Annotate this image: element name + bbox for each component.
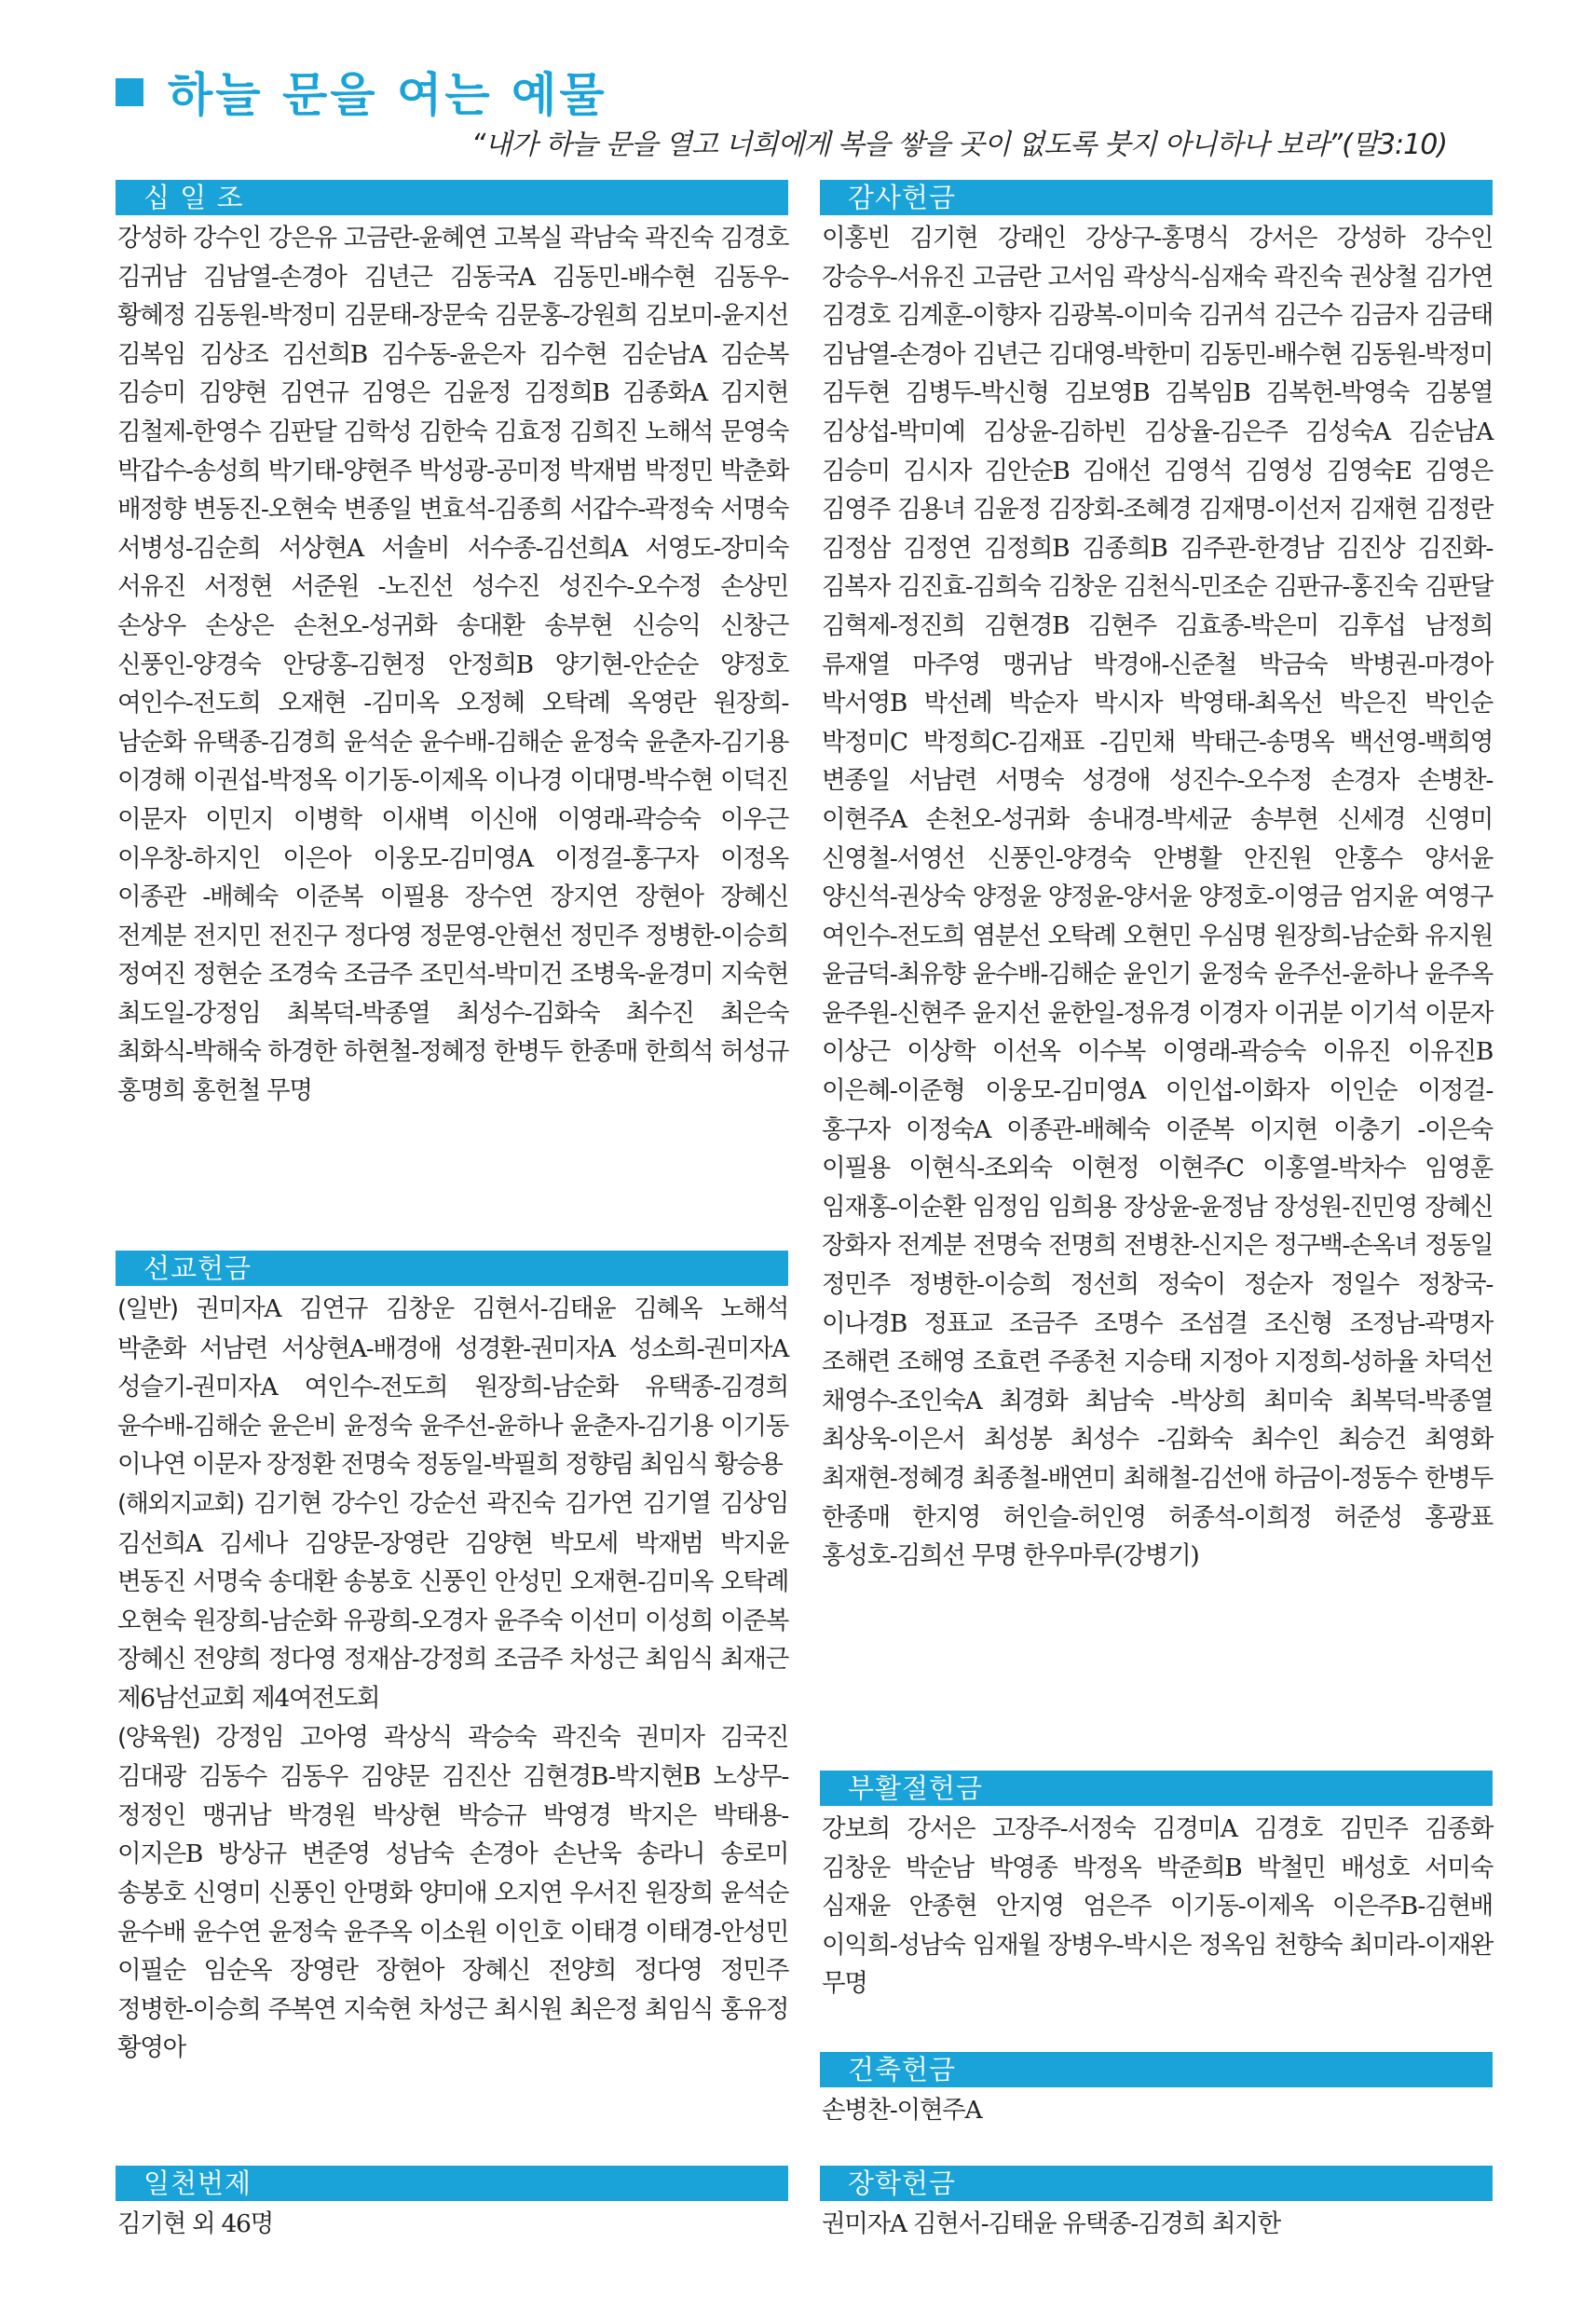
- section-easter: [820, 1771, 1493, 2003]
- group-names: 권미자A 김연규 김창운 김현서-김태윤 김혜옥 노해석 박춘화 서남련 서상현A-배경애 성경환-권미자A 성소희-권미자A 성슬기-권미자A 여인수-전도희 원장희-남순화 유택종-김경희 윤수배-김해순 윤은비 윤정숙 윤주선-윤하나 윤춘자-김기용 이기동 이나연 이문자 장정환 전명숙 정동일-박필희 정향림 최임식 황승용: [117, 1294, 788, 1480]
- group-label: (양육원): [117, 1723, 200, 1752]
- mission-group: [117, 1290, 788, 1484]
- donor-list: [116, 1286, 788, 2068]
- section-heading: 건축헌금: [820, 2052, 1493, 2087]
- donor-list: 강보희 강서은 고장주-서정숙 김경미A 김경호 김민주 김종화 김창운 박순남 박영종 박정옥 박준희B 박철민 배성호 서미숙 심재윤 안종현 안지영 엄은주 이기동-이제옥 이은주B-김현배 이익희-성남숙 임재월 장병우-박시은 정옥임 천향숙 최미라-이재완 무명: [822, 1814, 1493, 1999]
- page-title: 하늘 문을 여는 예물: [168, 68, 607, 122]
- donor-list: 강성하 강수인 강은유 고금란-윤혜연 고복실 곽남숙 곽진숙 김경호 김귀남 김남열-손경아 김년근 김동국A 김동민-배수현 김동우-황혜정 김동원-박정미 김문태-장문숙 김문홍-강원희 김보미-윤지선 김복임 김상조 김선희B 김수동-윤은자 김수현 김순남A 김순복 김승미 김양현 김연규 김영은 김윤정 김정희B 김종화A 김지현 김철제-한영수 김판달 김학성 김한숙 김효정 김희진 노해석 문영숙 박갑수-송성희 박기태-양현주 박성광-공미정 박재범 박정민 박춘화 배정향 변동진-오현숙 변종일 변효석-김종희 서갑수-곽정숙 서명숙 서병성-김순희 서상현A 서솔비 서수종-김선희A 서영도-장미숙 서유진 서정현 서준원 -노진선 성수진 성진수-오수정 손상민 손상우 손상은 손천오-성귀화 송대환 송부현 신승익 신창근 신풍인-양경숙 안당홍-김현정 안정희B 양기현-안순순 양정호 여인수-전도희 오재현 -김미옥 오정혜 오탁례 옥영란 원장희-남순화 유택종-김경희 윤석순 윤수배-김해순 윤정숙 윤춘자-김기용 이경해 이권섭-박정옥 이기동-이제옥 이나경 이대명-박수현 이덕진 이문자 이민지 이병학 이새벽 이신애 이영래-곽승숙 이우근 이우창-하지인 이은아 이웅모-김미영A 이정걸-홍구자 이정옥 이종관 -배혜숙 이준복 이필용 장수연 장지연 장현아 장혜신 전계분 전지민 전진구 정다영 정문영-안현선 정민주 정병한-이승희 정여진 정현순 조경숙 조금주 조민석-박미건 조병욱-윤경미 지숙현 최도일-강정임 최복덕-박종열 최성수-김화숙 최수진 최은숙 최화식-박해숙 하경한 하현철-정혜정 한병두 한종매 한희석 허성규 홍명희 홍헌철 무명: [117, 224, 788, 1106]
- group-names: 김기현 강수인 강순선 곽진숙 김가연 김기열 김상임 김선희A 김세나 김양문-장영란 김양현 박모세 박재범 박지윤 변동진 서명숙 송대환 송봉호 신풍인 안성민 오재현-김미옥 오탁례 오현숙 원장희-남순화 유광희-오경자 윤주숙 이선미 이성희 이준복 장혜신 전양희 정다영 정재삼-강정희 조금주 차성근 최임식 최재근 제6남선교회 제4여전도회: [117, 1488, 788, 1713]
- bible-verse: “내가 하늘 문을 열고 너희에게 복을 쌓을 곳이 없도록 붓지 아니하나 보라”(말3:10): [471, 129, 1447, 161]
- section-heading: 감사헌금: [820, 180, 1493, 215]
- section-mission: [116, 1251, 788, 2068]
- section-heading: 십 일 조: [116, 180, 788, 215]
- donor-list: 손병찬-이현주A: [822, 2096, 982, 2125]
- group-label: (일반): [117, 1295, 178, 1323]
- group-label: (해외지교회): [117, 1489, 244, 1518]
- section-thanks: [820, 180, 1493, 1576]
- mission-group: [117, 1484, 788, 1718]
- donor-list: 이홍빈 김기현 강래인 강상구-홍명식 강서은 강성하 강수인 강승우-서유진 고금란 고서임 곽상식-심재숙 곽진숙 권상철 김가연 김경호 김계훈-이향자 김광복-이미숙 김귀석 김근수 김금자 김금태 김남열-손경아 김년근 김대영-박한미 김동민-배수현 김동원-박정미 김두현 김병두-박신형 김보영B 김복임B 김복헌-박영숙 김봉열 김상섭-박미예 김상윤-김하빈 김상율-김은주 김성숙A 김순남A 김승미 김시자 김안순B 김애선 김영석 김영성 김영숙E 김영은 김영주 김용녀 김윤정 김장회-조혜경 김재명-이선저 김재현 김정란 김정삼 김정연 김정희B 김종희B 김주관-한경남 김진상 김진화-김복자 김진효-김희숙 김창운 김천식-민조순 김판규-홍진숙 김판달 김혁제-정진희 김현경B 김현주 김효종-박은미 김후섭 남정희 류재열 마주영 맹귀남 박경애-신준철 박금숙 박병권-마경아 박서영B 박선례 박순자 박시자 박영태-최옥선 박은진 박인순 박정미C 박정희C-김재표 -김민채 박태근-송명옥 백선영-백희영 변종일 서남련 서명숙 성경애 성진수-오수정 손경자 손병찬-이현주A 손천오-성귀화 송내경-박세균 송부현 신세경 신영미 신영철-서영선 신풍인-양경숙 안병활 안진원 안홍수 양서윤 양신석-권상숙 양정윤 양정윤-양서윤 양정호-이영금 엄지윤 여영구 여인수-전도희 염분선 오탁례 오현민 우심명 원장희-남순화 유지원 윤금덕-최유향 윤수배-김해순 윤인기 윤정숙 윤주선-윤하나 윤주옥 윤주원-신현주 윤지선 윤한일-정유경 이경자 이귀분 이기석 이문자 이상근 이상학 이선옥 이수복 이영래-곽승숙 이유진 이유진B 이은혜-이준형 이웅모-김미영A 이인섭-이화자 이인순 이정걸-홍구자 이정숙A 이종관-배혜숙 이준복 이지현 이충기 -이은숙 이필용 이현식-조외숙 이현정 이현주C 이홍열-박차수 임영훈 임재홍-이순환 임정임 임희용 장상윤-윤정남 장성원-진민영 장혜신 장화자 전계분 전명숙 전명희 전병찬-신지은 정구백-손옥녀 정동일 정민주 정병한-이승희 정선희 정숙이 정순자 정일수 정창국-이나경B 정표교 조금주 조명수 조섬결 조신형 조정남-곽명자 조해련 조해영 조효련 주종천 지승태 지정아 지정희-성하율 차덕선 채영수-조인숙A 최경화 최남숙 -박상희 최미숙 최복덕-박종열 최상욱-이은서 최성봉 최성수 -김화숙 최수인 최승건 최영화 최재현-정혜경 최종철-배연미 최해철-김선애 하금이-정동수 한병두 한종매 한지영 허인슬-허인영 허종석-이희정 허준성 홍광표 홍성호-김희선 무명 한우마루(강병기): [822, 224, 1493, 1571]
- section-heading: 부활절헌금: [820, 1771, 1493, 1806]
- section-heading: 선교헌금: [116, 1251, 788, 1286]
- section-tithe: [116, 180, 788, 1111]
- section-scholarship: [820, 2166, 1493, 2244]
- square-bullet-icon: [116, 78, 143, 106]
- donor-list: 권미자A 김현서-김태윤 유택종-김경희 최지한: [822, 2209, 1280, 2238]
- section-firstfruit: [116, 2166, 788, 2244]
- group-names: 강정임 고아영 곽상식 곽승숙 곽진숙 권미자 김국진 김대광 김동수 김동우 김양문 김진산 김현경B-박지현B 노상무-정정인 맹귀남 박경원 박상현 박승규 박영경 박지은 박태용-이지은B 방상규 변준영 성남숙 손경아 손난욱 송라니 송로미 송봉호 신영미 신풍인 안명화 양미애 오지연 우서진 원장희 윤석순 윤수배 윤수연 윤정숙 윤주옥 이소원 이인호 이태경 이태경-안성민 이필순 임순옥 장영란 장현아 장혜신 전양희 정다영 정민주 정병한-이승희 주복연 지숙현 차성근 최시원 최은정 최임식 홍유정 황영아: [117, 1722, 788, 2063]
- donor-list: 김기현 외 46명: [117, 2209, 273, 2238]
- section-heading: 장학헌금: [820, 2166, 1493, 2201]
- mission-group: [117, 1718, 788, 2068]
- section-heading: 일천번제: [116, 2166, 788, 2201]
- section-building: [820, 2052, 1493, 2130]
